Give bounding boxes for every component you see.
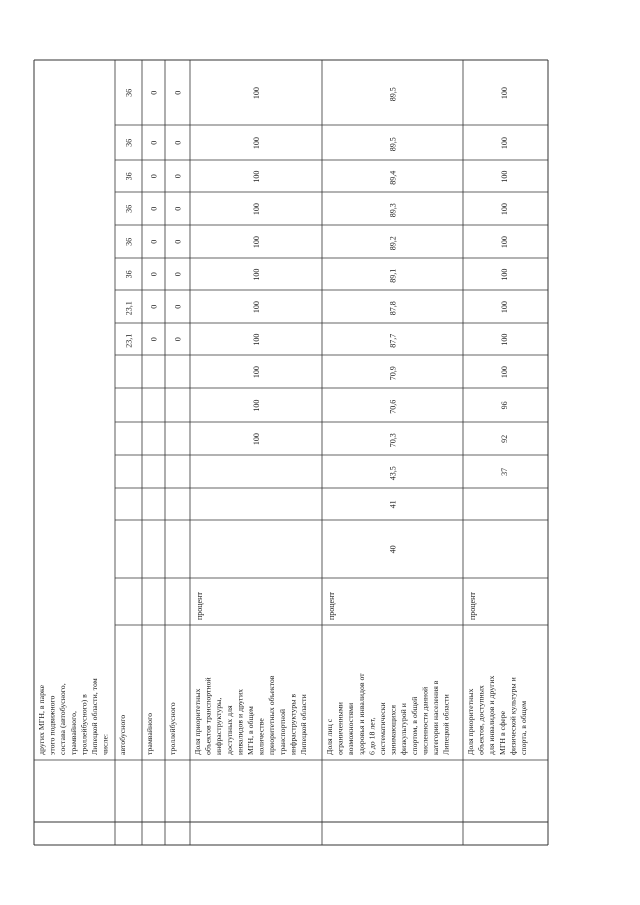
row-name-line: объектов, доступных — [476, 685, 486, 755]
value-cell: 89,2 — [388, 236, 398, 251]
row-name-line: транспортной — [277, 708, 287, 755]
value-cell: 100 — [252, 333, 261, 346]
value-cell: 100 — [500, 268, 509, 281]
value-cell: 70,6 — [388, 399, 398, 414]
value-cell: 0 — [173, 140, 183, 145]
value-cell: 100 — [500, 203, 509, 216]
value-cell: 0 — [149, 304, 159, 309]
row-name-line: этого подвижного — [47, 695, 57, 755]
row-name-line: доступных для — [224, 705, 234, 755]
value-cell: 87,7 — [388, 333, 398, 348]
value-cell: 87,8 — [388, 301, 398, 316]
row-name-line: занимающихся — [388, 705, 398, 755]
row-name-line: систематически — [378, 702, 387, 755]
row-name-line: других МГН, в парке — [37, 684, 46, 755]
value-cell: 0 — [173, 272, 183, 277]
value-cell: 100 — [500, 236, 509, 249]
value-cell: 0 — [173, 337, 183, 342]
value-cell: 36 — [124, 172, 134, 181]
row-name-line: спорта, в общем — [519, 700, 528, 755]
row-name-line: возможностями — [346, 702, 356, 755]
row-name-line: автобусного — [118, 714, 127, 755]
table-cells — [37, 87, 528, 755]
row-name-line: Липецкой области — [299, 694, 308, 755]
value-cell: 100 — [252, 399, 261, 412]
row-name-line: 6 до 18 лет, — [367, 717, 377, 755]
value-cell: 36 — [124, 88, 134, 97]
value-cell: 43,5 — [388, 466, 398, 481]
row-name-line: трамвайного, — [68, 711, 78, 755]
value-cell: 100 — [252, 236, 261, 249]
value-cell: 40 — [388, 545, 398, 554]
value-cell: 100 — [252, 433, 261, 446]
value-cell: 100 — [252, 137, 261, 150]
row-name-line: физкультурой и — [399, 703, 409, 755]
unit-label: процент — [327, 592, 336, 620]
value-cell: 0 — [149, 272, 159, 277]
row-name-line: инвалидов и других — [235, 688, 245, 755]
value-cell: 89,1 — [388, 268, 398, 283]
value-cell: 100 — [252, 203, 261, 216]
value-cell: 36 — [124, 204, 134, 213]
row-name-line: спортом, в общей — [409, 696, 419, 755]
value-cell: 0 — [173, 239, 183, 244]
value-cell: 100 — [252, 87, 261, 100]
unit-label: процент — [468, 592, 477, 620]
value-cell: 100 — [500, 366, 509, 379]
row-name-line: приоритетных объектов — [267, 675, 277, 755]
row-name-line: Доля приоритетных — [193, 688, 202, 755]
value-cell: 89,3 — [388, 203, 398, 218]
row-name-line: количестве — [256, 718, 266, 755]
value-cell: 92 — [500, 434, 509, 443]
value-cell: 0 — [149, 337, 159, 342]
row-name-line: трамвайного — [145, 713, 154, 755]
value-cell: 100 — [252, 301, 261, 314]
row-name-line: троллейбусного — [168, 702, 177, 755]
row-name-line: объектов транспортной — [203, 677, 213, 755]
value-cell: 0 — [173, 90, 183, 95]
value-cell: 100 — [500, 170, 509, 183]
row-name-line: Липецкой области — [441, 694, 451, 755]
value-cell: 0 — [173, 206, 183, 211]
value-cell: 0 — [149, 206, 159, 211]
row-name-line: МГН, в общем — [246, 706, 255, 755]
row-name-line: для инвалидов и других — [487, 675, 497, 755]
value-cell: 100 — [500, 87, 509, 100]
row-name-line: Доля приоритетных — [466, 688, 475, 755]
value-cell: 41 — [388, 500, 398, 509]
unit-label: процент — [195, 592, 204, 620]
row-name-line: Доля лиц с — [325, 718, 334, 755]
value-cell: 0 — [173, 174, 183, 179]
value-cell: 100 — [252, 170, 261, 183]
value-cell: 36 — [124, 237, 134, 246]
value-cell: 23,1 — [124, 301, 134, 316]
value-cell: 70,3 — [388, 433, 398, 448]
row-name-line: троллейбусного) в — [79, 694, 89, 755]
value-cell: 89,5 — [388, 137, 398, 152]
row-name-line: физической культуры и — [508, 677, 518, 755]
value-cell: 37 — [500, 467, 509, 476]
value-cell: 0 — [149, 140, 159, 145]
row-name-line: ограниченными — [335, 702, 345, 755]
row-name-line: состава (автобусного, — [58, 683, 68, 755]
row-name-line: числе: — [100, 733, 110, 755]
row-name-line: Липецкой области, том — [90, 678, 99, 755]
value-cell: 70,9 — [388, 366, 398, 381]
value-cell: 100 — [500, 333, 509, 346]
value-cell: 100 — [500, 137, 509, 150]
row-name-line: инфраструктуры, — [214, 697, 224, 755]
value-cell: 96 — [500, 401, 509, 410]
value-cell: 36 — [124, 138, 134, 147]
value-cell: 100 — [252, 268, 261, 281]
row-name-line: категории населения в — [431, 680, 440, 755]
value-cell: 89,4 — [388, 170, 398, 185]
value-cell: 0 — [149, 174, 159, 179]
row-name-line: численности данной — [420, 686, 430, 755]
row-name-line: инфраструктуры в — [288, 693, 298, 755]
value-cell: 0 — [149, 239, 159, 244]
value-cell: 0 — [149, 90, 159, 95]
row-name-line: здоровья и инвалидов от — [356, 673, 366, 755]
value-cell: 100 — [500, 301, 509, 314]
value-cell: 23,1 — [124, 333, 134, 348]
value-cell: 36 — [124, 270, 134, 279]
value-cell: 0 — [173, 304, 183, 309]
value-cell: 100 — [252, 366, 261, 379]
value-cell: 89,5 — [388, 87, 398, 102]
row-name-line: МГН в сфере — [497, 710, 507, 755]
